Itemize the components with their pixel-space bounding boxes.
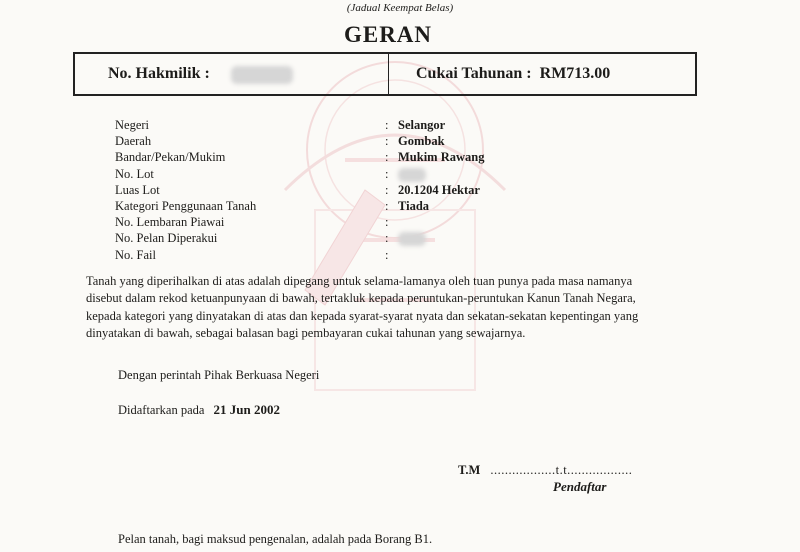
field-label: Negeri [115, 118, 150, 132]
field-colon: : [385, 247, 389, 262]
field-label: Luas Lot [115, 182, 160, 197]
field-value: Mukim Rawang [398, 150, 485, 165]
field-value: 20.1204 Hektar [398, 182, 480, 197]
field-label: No. Lembaran Piawai [115, 215, 225, 230]
field-value: Selangor [398, 118, 446, 132]
title-header-box [73, 52, 697, 96]
title-number-label: No. Hakmilik : [108, 65, 210, 82]
registration-date-line [118, 402, 280, 418]
field-colon: : [385, 231, 389, 246]
annual-tax-cell [389, 54, 695, 94]
field-label: Kategori Penggunaan Tanah [115, 198, 257, 213]
field-label: No. Fail [115, 247, 156, 262]
redacted-lot-number [398, 168, 426, 182]
field-value [398, 230, 426, 246]
field-colon: : [385, 215, 389, 230]
field-colon: : [385, 166, 389, 181]
annual-tax-value: RM713.00 [539, 65, 611, 82]
field-label: Bandar/Pekan/Mukim [115, 150, 226, 165]
field-colon: : [385, 182, 389, 197]
signature-line: ..................t.t.................. [490, 463, 633, 477]
tm-label: T.M [458, 463, 481, 477]
plan-note: Pelan tanah, bagi maksud pengenalan, adalah pada Borang B1. [118, 532, 433, 546]
signature-block [458, 463, 632, 478]
field-label: Daerah [115, 134, 152, 149]
field-value [398, 166, 426, 182]
schedule-note: (Jadual Keempat Belas) [346, 2, 454, 14]
redacted-title-number [231, 66, 293, 84]
document-title: GERAN [343, 22, 433, 47]
registered-date: 21 Jun 2002 [213, 402, 281, 417]
authority-statement: Dengan perintah Pihak Berkuasa Negeri [118, 368, 320, 382]
paragraph-line: kepada kategori yang dinyatakan di atas dan kepada syarat-syarat nyata dan sekatan-sekatan kepentingan yang [86, 308, 639, 323]
annual-tax-label: Cukai Tahunan : [416, 65, 532, 82]
paragraph-line: disebut dalam rekod ketuanpunyaan di bawah, tertakluk kepada peruntukan-peruntukan Kanun Tanah Negara, [86, 291, 636, 306]
field-colon: : [385, 150, 389, 165]
registrar-label: Pendaftar [553, 479, 607, 494]
field-colon: : [385, 198, 389, 213]
paragraph-line: dinyatakan di bawah, sebagai balasan bagi pembayaran cukai tahunan yang sewajarnya. [86, 326, 526, 341]
security-watermark [245, 40, 545, 460]
redacted-plan-number [398, 232, 426, 246]
tenure-paragraph [86, 273, 686, 343]
field-label: No. Pelan Diperakui [115, 231, 218, 246]
title-number-cell [75, 54, 389, 94]
field-value: Tiada [398, 198, 430, 213]
field-colon: : [385, 118, 389, 132]
field-colon: : [385, 134, 389, 149]
registered-label: Didaftarkan pada [118, 403, 205, 417]
field-value: Gombak [398, 134, 445, 149]
paragraph-line: Tanah yang diperihalkan di atas adalah dipegang untuk selama-lamanya oleh tuan punya pada masa namanya [86, 274, 633, 288]
field-label: No. Lot [115, 166, 154, 181]
